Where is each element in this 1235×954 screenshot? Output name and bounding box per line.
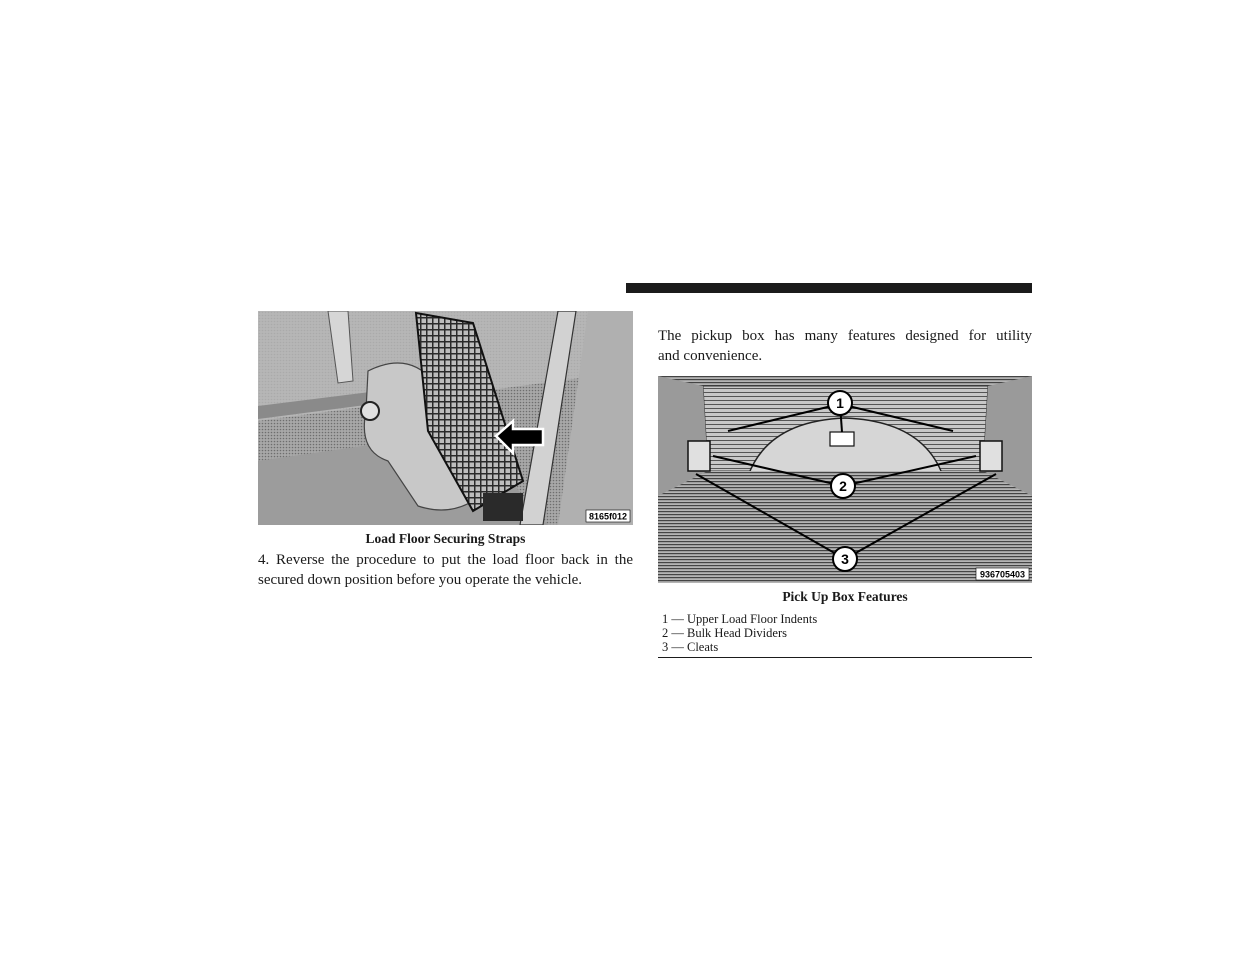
intro-line-2: and convenience. bbox=[658, 348, 763, 364]
callout-3 bbox=[833, 547, 857, 571]
section-header-rule bbox=[626, 283, 1032, 293]
intro-paragraph bbox=[658, 326, 1032, 366]
step-4-paragraph bbox=[258, 550, 633, 590]
legend-item: 2 — Bulk Head Dividers bbox=[662, 626, 787, 640]
load-floor-straps-illustration bbox=[258, 311, 633, 525]
svg-text:2: 2 bbox=[839, 478, 847, 494]
figure-id-label: 8165f012 bbox=[588, 511, 628, 522]
figure-legend bbox=[662, 612, 1032, 654]
callout-1 bbox=[828, 391, 852, 415]
figure-id-label: 936705403 bbox=[979, 569, 1026, 580]
callout-2 bbox=[831, 474, 855, 498]
svg-text:1: 1 bbox=[836, 395, 844, 411]
step-4-line-2: secured down position before you operate the vehicle. bbox=[258, 572, 583, 588]
pickup-box-features-illustration bbox=[658, 376, 1032, 583]
figure-caption: Pick Up Box Features bbox=[782, 589, 908, 604]
step-4-line-1: 4. Reverse the procedure to put the load floor back in the bbox=[258, 552, 633, 568]
intro-line-1: The pickup box has many features designed for utility bbox=[658, 328, 1032, 344]
legend-item: 3 — Cleats bbox=[662, 640, 719, 654]
svg-text:3: 3 bbox=[841, 551, 849, 567]
legend-bottom-rule bbox=[658, 657, 1032, 658]
legend-item: 1 — Upper Load Floor Indents bbox=[662, 612, 818, 626]
figure-caption: Load Floor Securing Straps bbox=[365, 531, 526, 546]
